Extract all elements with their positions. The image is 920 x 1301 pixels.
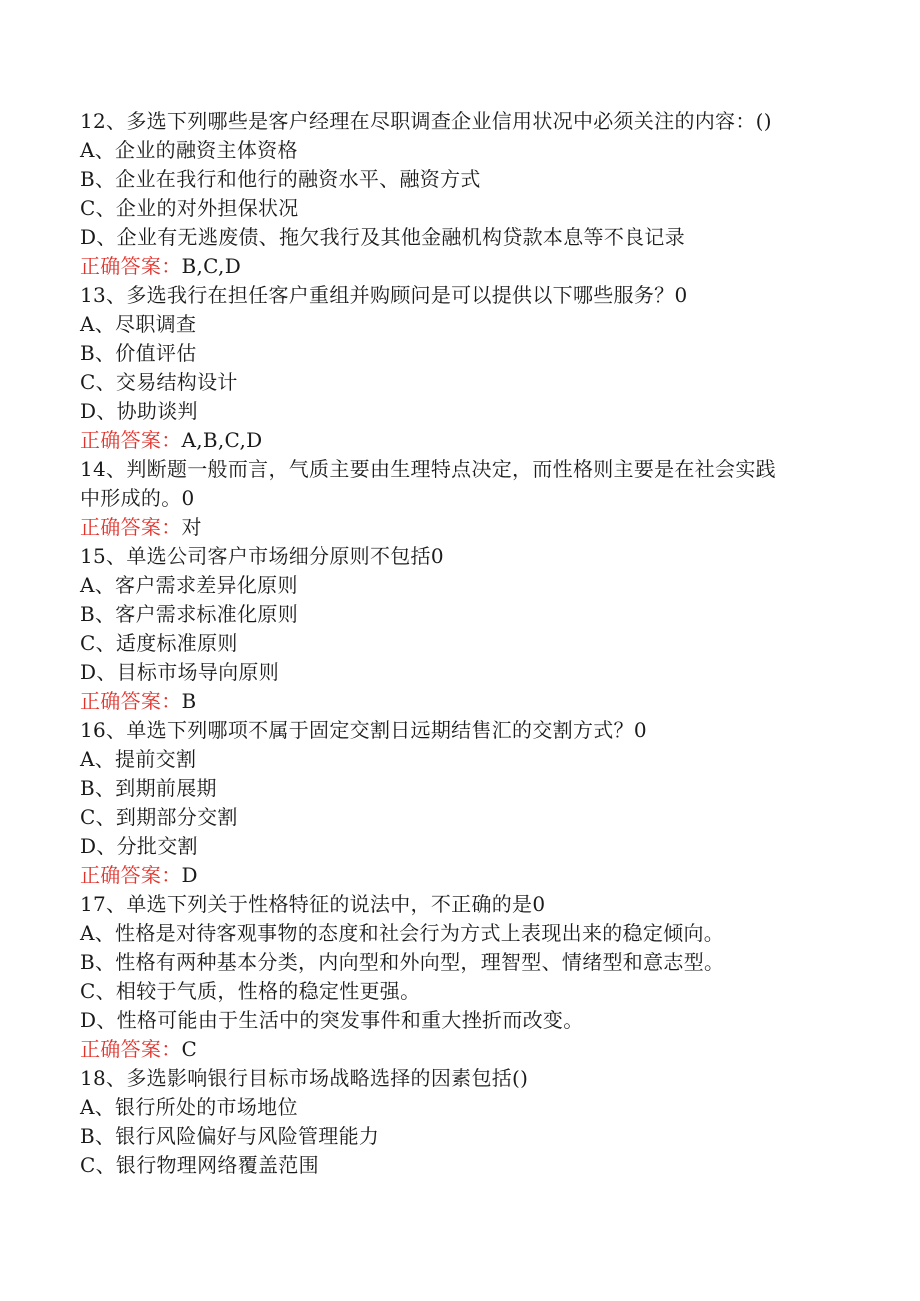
answer-line [80,1035,840,1064]
answer-label: 正确答案： [80,689,182,713]
option-c: C、交易结构设计 [80,370,238,394]
answer-label: 正确答案： [80,515,182,539]
option-a: A、客户需求差异化原则 [80,573,298,597]
answer-value: B,C,D [181,254,242,278]
option-c: C、到期部分交割 [80,805,238,829]
option-d: D、分批交割 [80,834,198,858]
option-b: B、性格有两种基本分类，内向型和外向型，理智型、情绪型和意志型。 [80,950,725,974]
question-stem-line-1: 14、判断题一般而言，气质主要由生理特点决定，而性格则主要是在社会实践 [80,457,776,481]
answer-line [80,252,840,281]
question-stem-line-2: 中形成的。0 [80,486,195,510]
option-b: B、客户需求标准化原则 [80,602,298,626]
answer-value: A,B,C,D [181,428,263,452]
answer-value: D [181,863,198,887]
option-c: C、企业的对外担保状况 [80,196,299,220]
answer-line [80,513,840,542]
question-stem: 17、单选下列关于性格特征的说法中，不正确的是0 [80,892,546,916]
option-b: B、企业在我行和他行的融资水平、融资方式 [80,167,481,191]
option-d: D、目标市场导向原则 [80,660,280,684]
answer-value: 对 [181,515,202,539]
option-c: C、适度标准原则 [80,631,238,655]
option-b: B、价值评估 [80,341,197,365]
option-b: B、银行风险偏好与风险管理能力 [80,1124,380,1148]
answer-value: C [181,1037,198,1061]
answer-value: B [181,689,197,713]
answer-line [80,687,840,716]
question-stem: 13、多选我行在担任客户重组并购顾问是可以提供以下哪些服务？0 [80,283,688,307]
option-d: D、协助谈判 [80,399,198,423]
option-a: A、性格是对待客观事物的态度和社会行为方式上表现出来的稳定倾向。 [80,921,725,945]
option-a: A、企业的融资主体资格 [80,138,298,162]
option-a: A、银行所处的市场地位 [80,1095,298,1119]
question-stem: 12、多选下列哪些是客户经理在尽职调查企业信用状况中必须关注的内容：() [80,109,772,133]
question-list [80,107,840,1180]
answer-label: 正确答案： [80,863,182,887]
question-stem: 18、多选影响银行目标市场战略选择的因素包括() [80,1066,529,1090]
option-c: C、相较于气质，性格的稳定性更强。 [80,979,421,1003]
question-stem: 15、单选公司客户市场细分原则不包括0 [80,544,444,568]
question-stem: 16、单选下列哪项不属于固定交割日远期结售汇的交割方式？0 [80,718,647,742]
option-d: D、性格可能由于生活中的突发事件和重大挫折而改变。 [80,1008,584,1032]
option-d: D、企业有无逃废债、拖欠我行及其他金融机构贷款本息等不良记录 [80,225,686,249]
answer-label: 正确答案： [80,428,182,452]
option-c: C、银行物理网络覆盖范围 [80,1153,319,1177]
option-a: A、提前交割 [80,747,197,771]
option-a: A、尽职调查 [80,312,197,336]
answer-line [80,426,840,455]
option-b: B、到期前展期 [80,776,217,800]
answer-label: 正确答案： [80,1037,182,1061]
answer-line [80,861,840,890]
answer-label: 正确答案： [80,254,182,278]
